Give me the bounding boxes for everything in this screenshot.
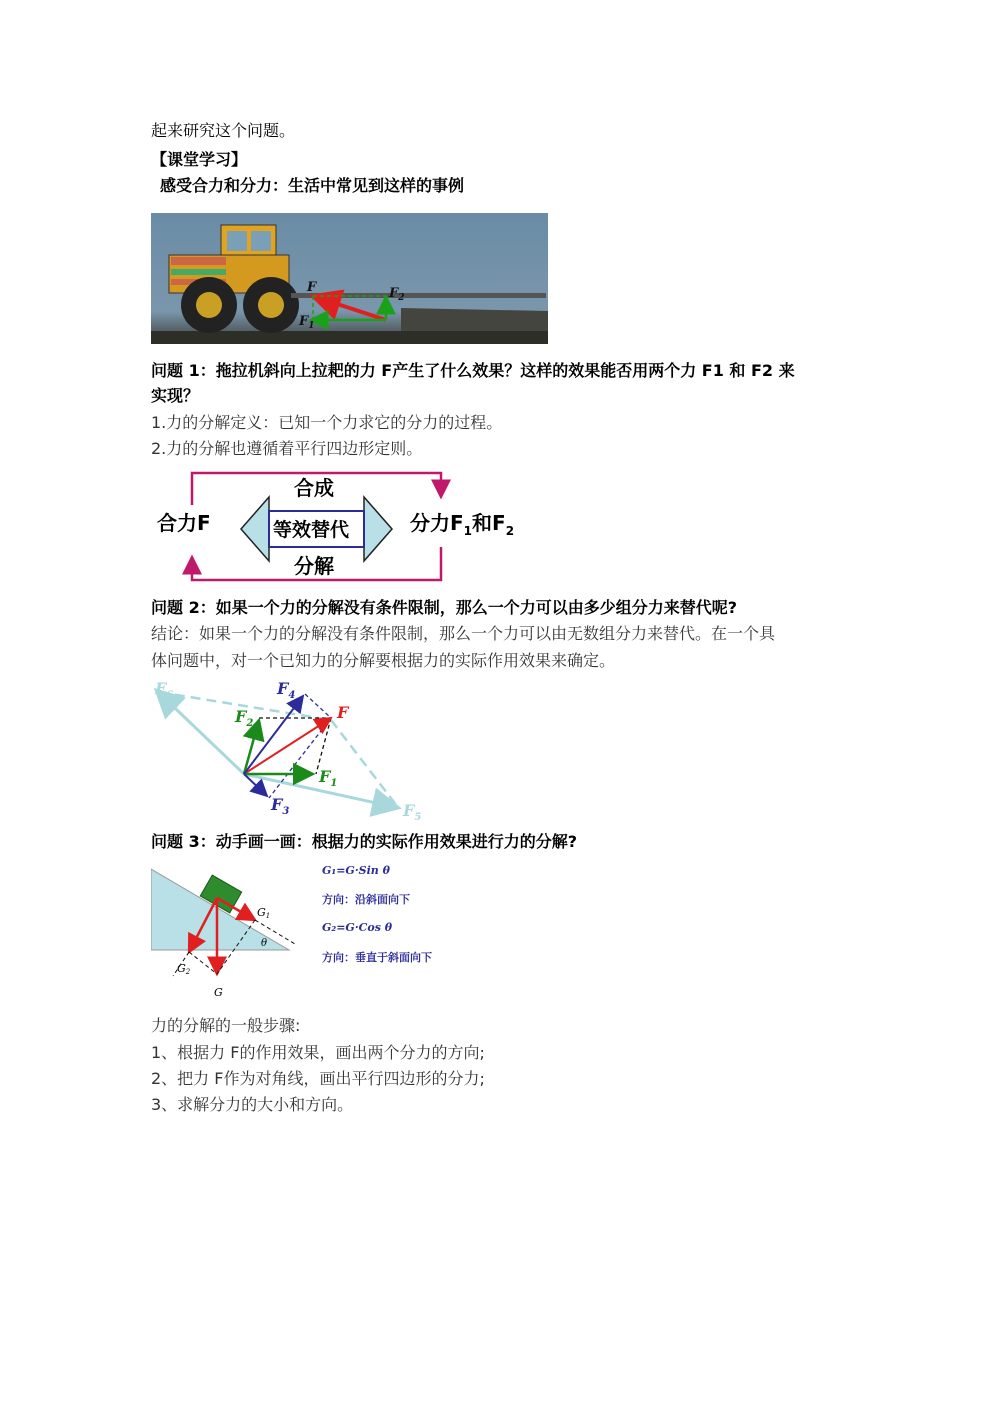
section-heading: 【课堂学习】 (151, 150, 248, 169)
question-1-line-b: 实现？ (151, 386, 200, 405)
label-hecheng: 合成 (294, 476, 334, 500)
definition-1: 1.力的分解定义：已知一个力求它的分力的过程。 (151, 413, 503, 432)
note-dir2: 方向：垂直于斜面向下 (322, 951, 432, 964)
label-g: G (214, 986, 223, 999)
label-dengxiao: 等效替代 (273, 519, 350, 541)
composition-diagram (151, 467, 531, 585)
label-fenjie: 分解 (294, 554, 334, 578)
conclusion-line-b: 体问题中，对一个已知力的分解要根据力的实际作用效果来确定。 (151, 651, 616, 670)
label-resultant: 合力F (157, 511, 211, 535)
step-1: 1、根据力 F的作用效果，画出两个分力的方向; (151, 1043, 485, 1062)
tractor-label-f: F (307, 280, 317, 295)
svg-text:F1: $F_1$ (319, 767, 338, 789)
svg-text:G2: G2 (177, 962, 191, 976)
svg-text:F3: $F_3$ (271, 795, 290, 817)
label-theta: θ (261, 938, 268, 949)
svg-text:F2: $F_2$ (235, 707, 254, 729)
svg-text:F5: $F_5$ (403, 801, 422, 820)
question-2: 问题 2：如果一个力的分解没有条件限制，那么一个力可以由多少组分力来替代呢? (151, 598, 737, 617)
intro-line: 起来研究这个问题。 (151, 121, 296, 140)
vector-figure (151, 678, 431, 820)
step-2: 2、把力 F作为对角线，画出平行四边形的分力; (151, 1069, 485, 1088)
conclusion-line-a: 结论：如果一个力的分解没有条件限制，那么一个力可以由无数组分力来替代。在一个具 (151, 624, 776, 643)
question-3: 问题 3：动手画一画：根据力的实际作用效果进行力的分解? (151, 832, 577, 851)
steps-title: 力的分解的一般步骤: (151, 1016, 301, 1035)
question-1-line-a: 问题 1：拖拉机斜向上拉耙的力 F产生了什么效果？这样的效果能否用两个力 F1 和 F2 来 (151, 361, 795, 380)
feel-heading: 感受合力和分力：生活中常见到这样的事例 (160, 176, 465, 195)
svg-text:F6: $F_6$ (155, 679, 174, 701)
tractor-image (151, 213, 548, 344)
svg-text:G1: G1 (257, 906, 271, 920)
svg-text:F4: $F_4$ (277, 679, 296, 701)
svg-text:F2: $F_2$ (389, 286, 405, 303)
vec-label-f: F (337, 703, 349, 722)
definition-2: 2.力的分解也遵循着平行四边形定则。 (151, 439, 423, 458)
note-dir1: 方向：沿斜面向下 (322, 893, 410, 906)
step-3: 3、求解分力的大小和方向。 (151, 1095, 354, 1114)
label-components: 分力$F_1$和$F_2$ (410, 511, 515, 538)
incline-figure (151, 866, 296, 1001)
note-g1: G₁=G·Sin θ (322, 864, 390, 877)
svg-text:F1: $F_1$ (299, 314, 315, 331)
note-g2: G₂=G·Cos θ (322, 921, 393, 934)
